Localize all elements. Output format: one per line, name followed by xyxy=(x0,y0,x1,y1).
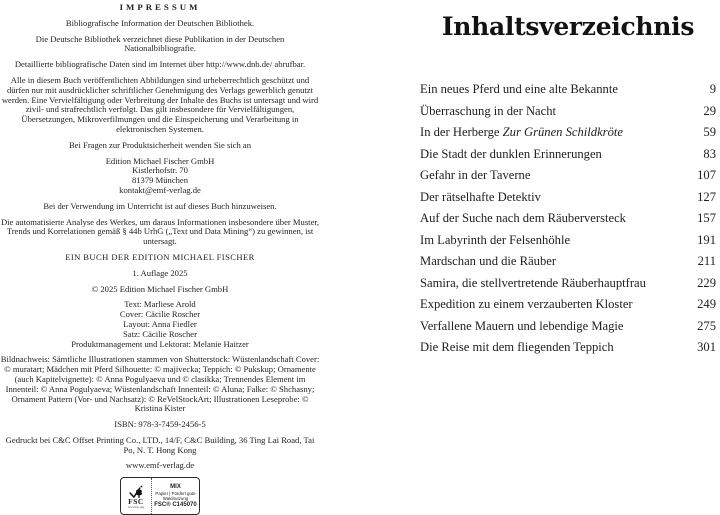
toc-entry xyxy=(420,168,716,190)
credit-line-text: Text: Marliese Arold xyxy=(124,299,196,310)
toc-entry-page: 59 xyxy=(703,125,716,139)
toc-entry-title: Ein neues Pferd und eine alte Bekannte xyxy=(420,82,618,96)
toc-entry-title: Auf der Suche nach dem Räuberversteck xyxy=(420,211,626,225)
address-line: Kistlerhofstr. 70 xyxy=(132,165,188,176)
address-line: 81379 München xyxy=(131,175,189,186)
toc-list xyxy=(420,82,716,362)
dnb-note: Die Deutsche Bibliothek verzeichnet diese Publikation in der Deutschen Nationalbibliografie. xyxy=(35,33,285,54)
toc-entry-page: 229 xyxy=(697,275,716,290)
toc-entry-page: 29 xyxy=(703,103,716,118)
credit-line-lektorat: Produktmanagement und Lektorat: Melanie Haitzer xyxy=(71,338,249,349)
toc-entry-page: 157 xyxy=(697,211,716,225)
copyright-notice-paragraph: Alle in diesem Buch veröffentlichten Abbildungen sind urheberrechtlich geschützt und dürfen nur mit ausdrücklicher schriftlicher Genehmigung des Verlags gewerblich genutzt werden. Eine Vervielfältigung oder Verbreitung der Inhalte des Buchs ist untersagt und wird zivil- und strafrechtlich verfolgt. Das gilt insbesondere für Vervielfältigungen, Übersetzungen, Mikroverfilmungen und die Einspeicherung und Verarbeitung in elektronischen Systemen. xyxy=(1,74,319,134)
toc-page-title: Inhaltsverzeichnis xyxy=(441,12,695,41)
credit-line-layout: Layout: Anna Fiedler xyxy=(123,318,197,329)
toc-entry xyxy=(420,125,716,147)
toc-entry xyxy=(420,82,716,104)
fsc-label xyxy=(120,477,200,515)
image-credits-paragraph: Bildnachweis: Sämtliche Illustrationen stammen von Shutterstock: Wüstenlandschaft Cover: © muratart; Mädchen mit Pferd Silhouette: © majivecka; Teppich: © Pukskup; Ornamente (auch Kapitelvignette): © Anna Pogulyaeva und © clasikka; Trennendes Element im Innenteil: © Anna Pogulyaeva; Wüstenlandschaft Innenteil: © Aluna; Falke: © Shchasny; Ornament Pattern (Vor- und Nachsatz): © ReVelStockArt; Illustrationen Leseprobe: © Kristina Kister xyxy=(0,354,320,414)
credit-line-satz: Satz: Cäcilie Roscher xyxy=(123,328,197,339)
publisher-address-block xyxy=(0,157,320,196)
table-of-contents-page xyxy=(420,12,716,362)
toc-entry xyxy=(420,147,716,169)
fsc-brand-text: FSC xyxy=(128,496,144,506)
toc-entry-title: Gefahr in der Taverne xyxy=(420,168,531,182)
toc-entry xyxy=(420,319,716,341)
toc-entry xyxy=(420,276,716,298)
toc-entry-page: 301 xyxy=(697,340,716,354)
edition-line: EIN BUCH DER EDITION MICHAEL FISCHER xyxy=(65,251,255,262)
dnb-url-line: Detaillierte bibliografische Daten sind im Internet über http://www.dnb.de/ abrufbar. xyxy=(14,59,306,70)
edition-number-line: 1. Auflage 2025 xyxy=(132,267,188,278)
toc-entry-title: Die Stadt der dunklen Erinnerungen xyxy=(420,146,602,161)
product-safety-line: Bei Fragen zur Produktsicherheit wenden Sie sich an xyxy=(68,139,252,150)
fsc-url-text: www.fsc.org xyxy=(127,505,145,510)
toc-entry-page: 107 xyxy=(697,168,716,182)
toc-entry xyxy=(420,297,716,319)
toc-entry xyxy=(420,190,716,212)
toc-entry-title: Expedition zu einem verzauberten Kloster xyxy=(420,297,633,311)
toc-entry-title: Samira, die stellvertretende Räuberhauptfrau xyxy=(420,275,646,290)
toc-entry xyxy=(420,340,716,362)
credit-line-cover: Cover: Cäcilie Roscher xyxy=(119,309,201,320)
toc-entry xyxy=(420,254,716,276)
toc-entry-page: 83 xyxy=(703,146,716,161)
toc-entry xyxy=(420,211,716,233)
toc-entry-title: Die Reise mit dem fliegenden Teppich xyxy=(420,340,614,354)
school-use-note: Bei der Verwendung im Unterricht ist auf dieses Buch hinzuweisen. xyxy=(43,200,277,211)
text-data-mining-note: Die automatisierte Analyse des Werkes, um daraus Informationen insbesondere über Muster, Trends und Korrelationen gemäß § 44b UrhG („Text und Data Mining“) zu gewinnen, ist untersagt. xyxy=(0,216,320,247)
publisher-website: www.emf-verlag.de xyxy=(125,460,195,471)
toc-entry-title: Mardschan und die Räuber xyxy=(420,254,557,268)
fsc-mix-label: MIX xyxy=(170,483,181,490)
impressum-page xyxy=(0,3,320,515)
toc-entry xyxy=(420,233,716,255)
toc-entry-page: 191 xyxy=(697,232,716,247)
fsc-claim-text: Papier | Fördert gute Waldnutzung xyxy=(155,490,196,501)
bibliographic-info-line: Bibliografische Information der Deutschen Bibliothek. xyxy=(65,17,255,28)
toc-entry-page: 275 xyxy=(697,318,716,333)
credits-block xyxy=(0,300,320,349)
toc-entry-title: Überraschung in der Nacht xyxy=(420,103,557,118)
toc-entry-page: 127 xyxy=(697,189,716,204)
toc-entry-page: 9 xyxy=(709,82,716,96)
copyright-line: © 2025 Edition Michael Fischer GmbH xyxy=(91,283,229,294)
toc-entry-page: 249 xyxy=(697,297,716,311)
isbn-line: ISBN: 978-3-7459-2456-5 xyxy=(114,419,206,430)
printer-line: Gedruckt bei C&C Offset Printing Co., LTD., 14/F, C&C Building, 36 Ting Lai Road, Tai Po, N. T. Hong Kong xyxy=(5,434,315,455)
toc-entry xyxy=(420,104,716,126)
toc-entry-title: Verfallene Mauern und lebendige Magie xyxy=(420,318,624,333)
address-line: Edition Michael Fischer GmbH xyxy=(105,155,215,166)
toc-entry-title: In der Herberge Zur Grünen Schildkröte xyxy=(420,125,623,139)
toc-entry-title: Im Labyrinth der Felsenhöhle xyxy=(420,232,571,247)
impressum-heading: IMPRESSUM xyxy=(119,2,201,12)
fsc-license-code: FSC® C145070 xyxy=(154,501,197,508)
toc-entry-page: 211 xyxy=(697,254,716,268)
toc-entry-title: Der rätselhafte Detektiv xyxy=(420,189,541,204)
address-email: kontakt@emf-verlag.de xyxy=(119,184,201,195)
